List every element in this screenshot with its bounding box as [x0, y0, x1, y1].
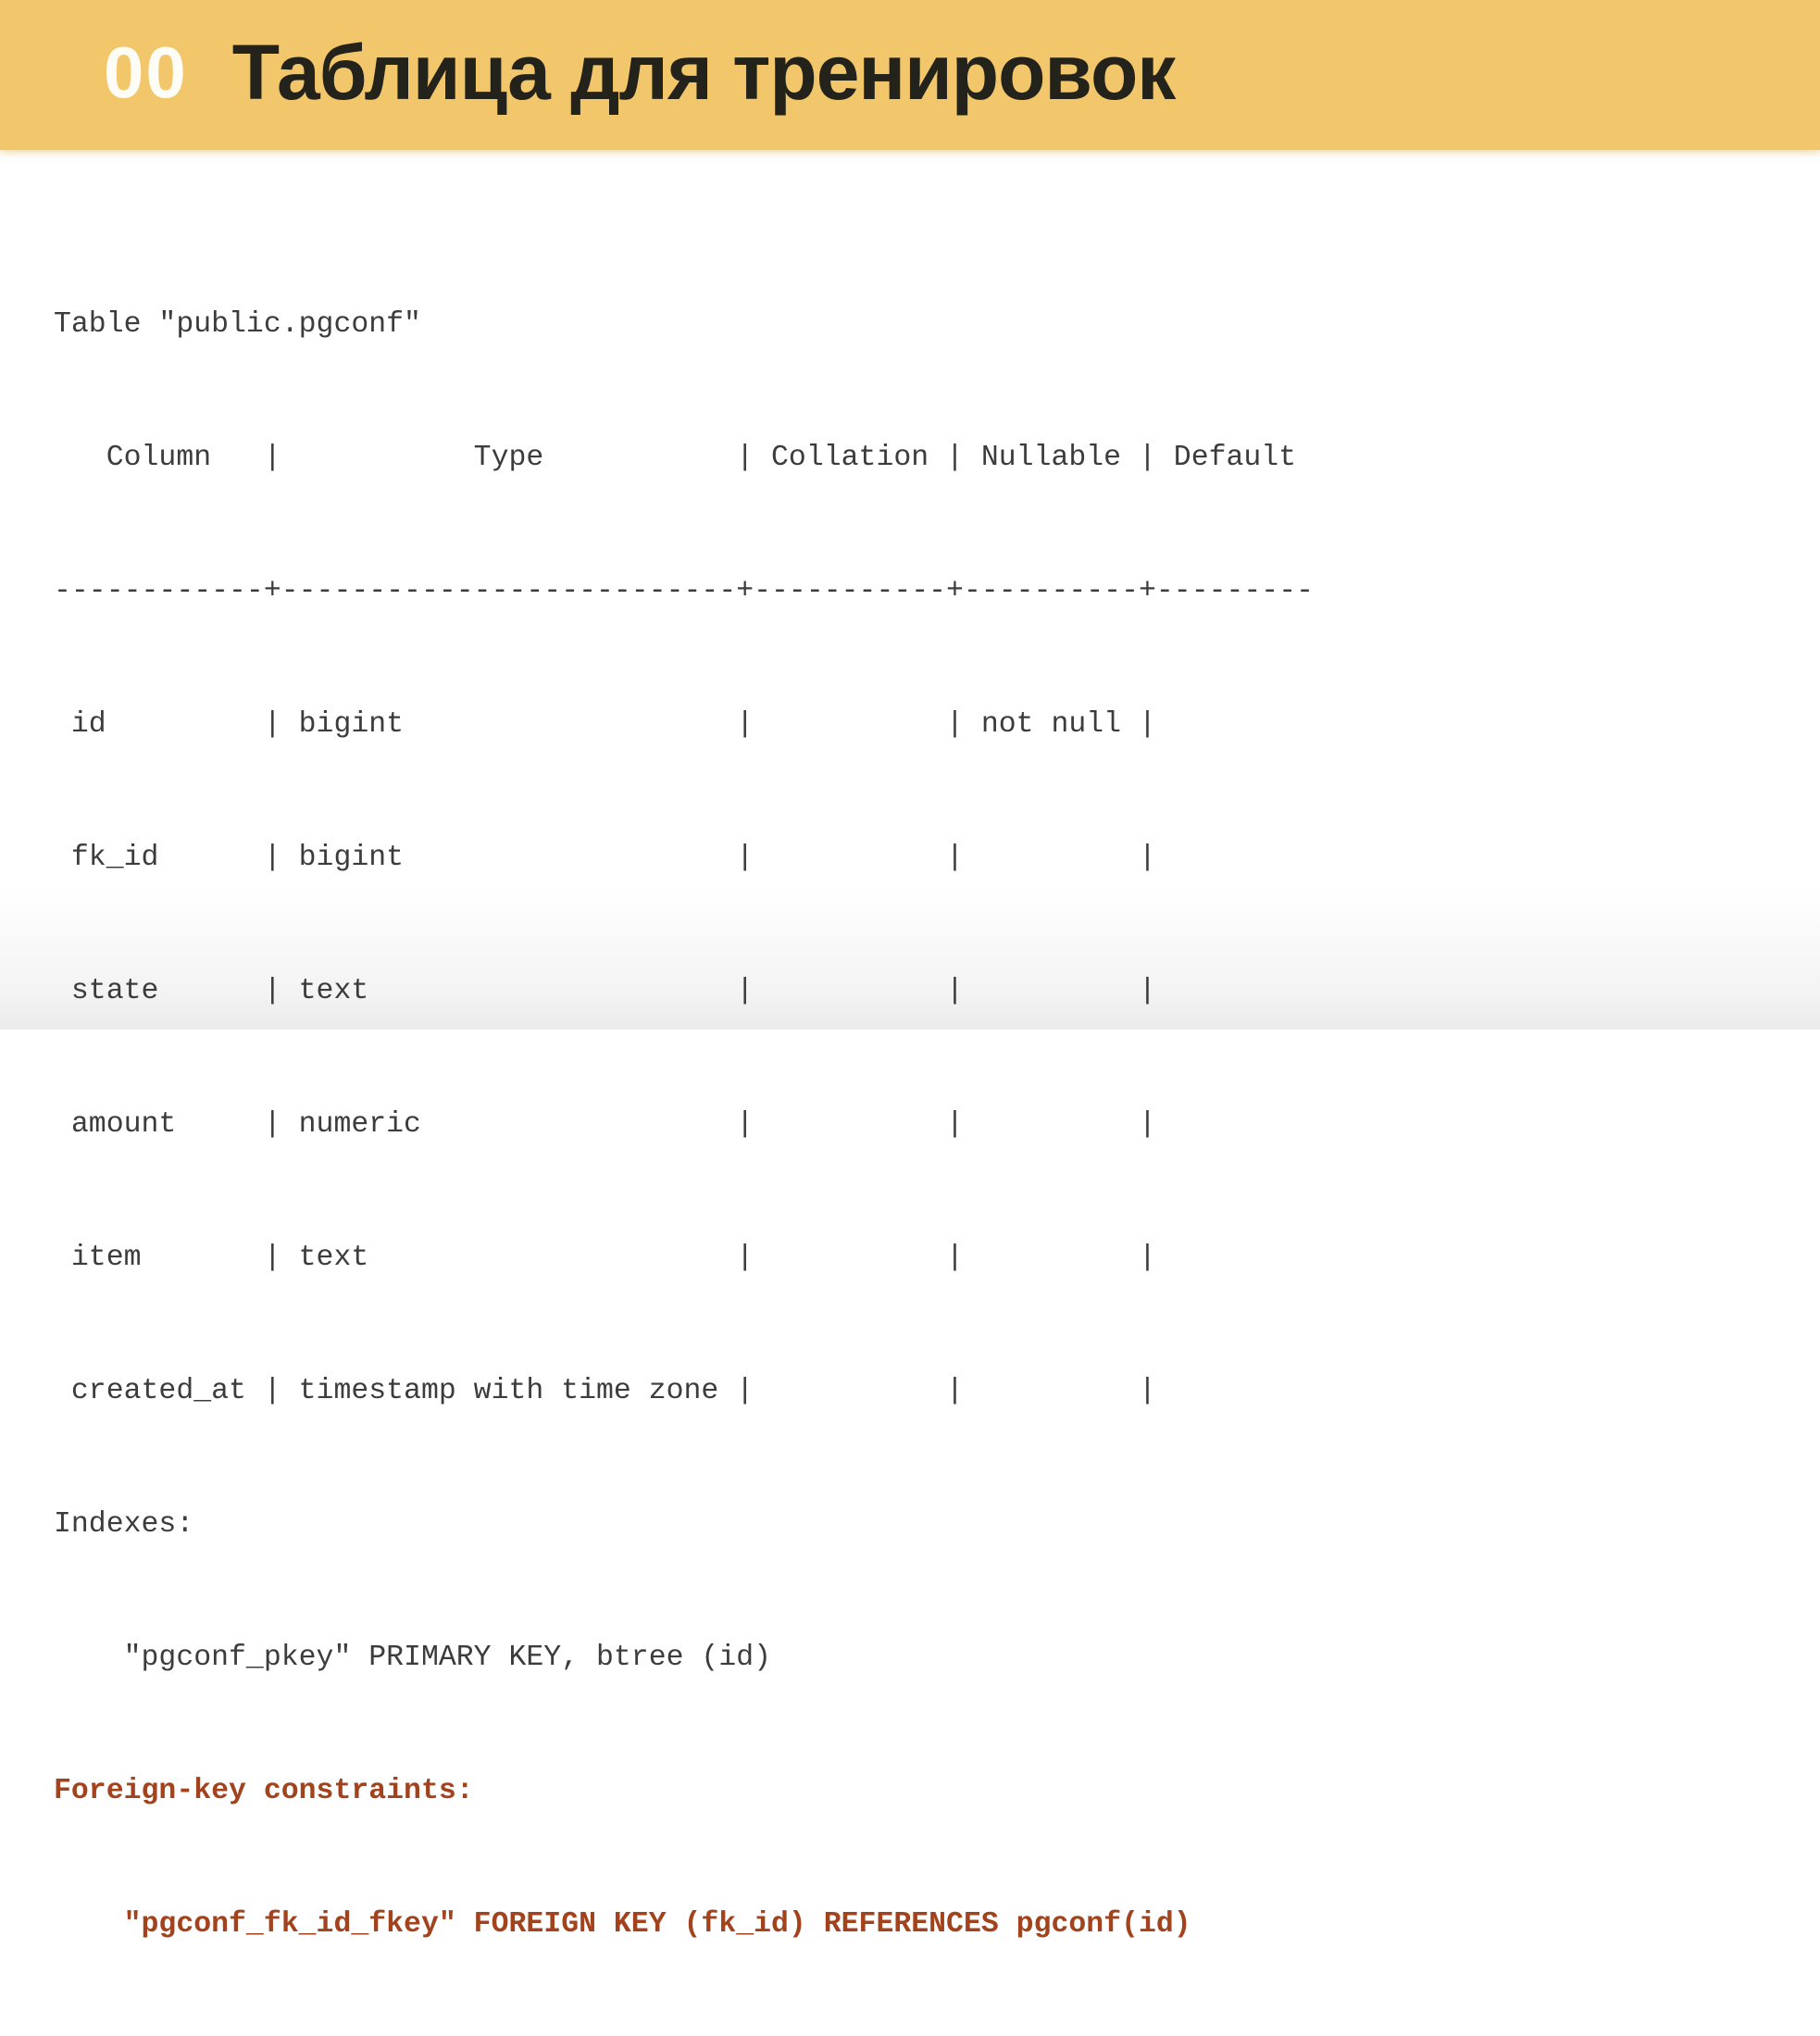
psql-line-column-headers: Column | Type | Collation | Nullable | Default: [54, 442, 1297, 474]
psql-line-indexes-label: Indexes:: [54, 1508, 194, 1541]
slide-number: 00: [104, 31, 188, 113]
psql-output-block: [54, 214, 1314, 2036]
slide-title: Таблица для тренировок: [231, 29, 1176, 116]
psql-row-state: state | text | | |: [54, 975, 1156, 1007]
psql-line-primary-key: "pgconf_pkey" PRIMARY KEY, btree (id): [54, 1642, 772, 1674]
psql-row-item: item | text | | |: [54, 1242, 1156, 1274]
psql-row-created-at: created_at | timestamp with time zone | | |: [54, 1375, 1156, 1407]
psql-row-id: id | bigint | | not null |: [54, 708, 1156, 741]
psql-line-foreign-key-constraint: "pgconf_fk_id_fkey" FOREIGN KEY (fk_id) REFERENCES pgconf(id): [54, 1908, 1191, 1941]
psql-row-fk-id: fk_id | bigint | | |: [54, 842, 1156, 874]
slide-header-banner: [0, 0, 1820, 150]
psql-line-table-name: Table "public.pgconf": [54, 308, 421, 341]
psql-row-amount: amount | numeric | | |: [54, 1108, 1156, 1141]
psql-line-separator: ------------+--------------------------+-----------+----------+---------: [54, 575, 1315, 607]
psql-line-foreign-key-label: Foreign-key constraints:: [54, 1775, 474, 1807]
